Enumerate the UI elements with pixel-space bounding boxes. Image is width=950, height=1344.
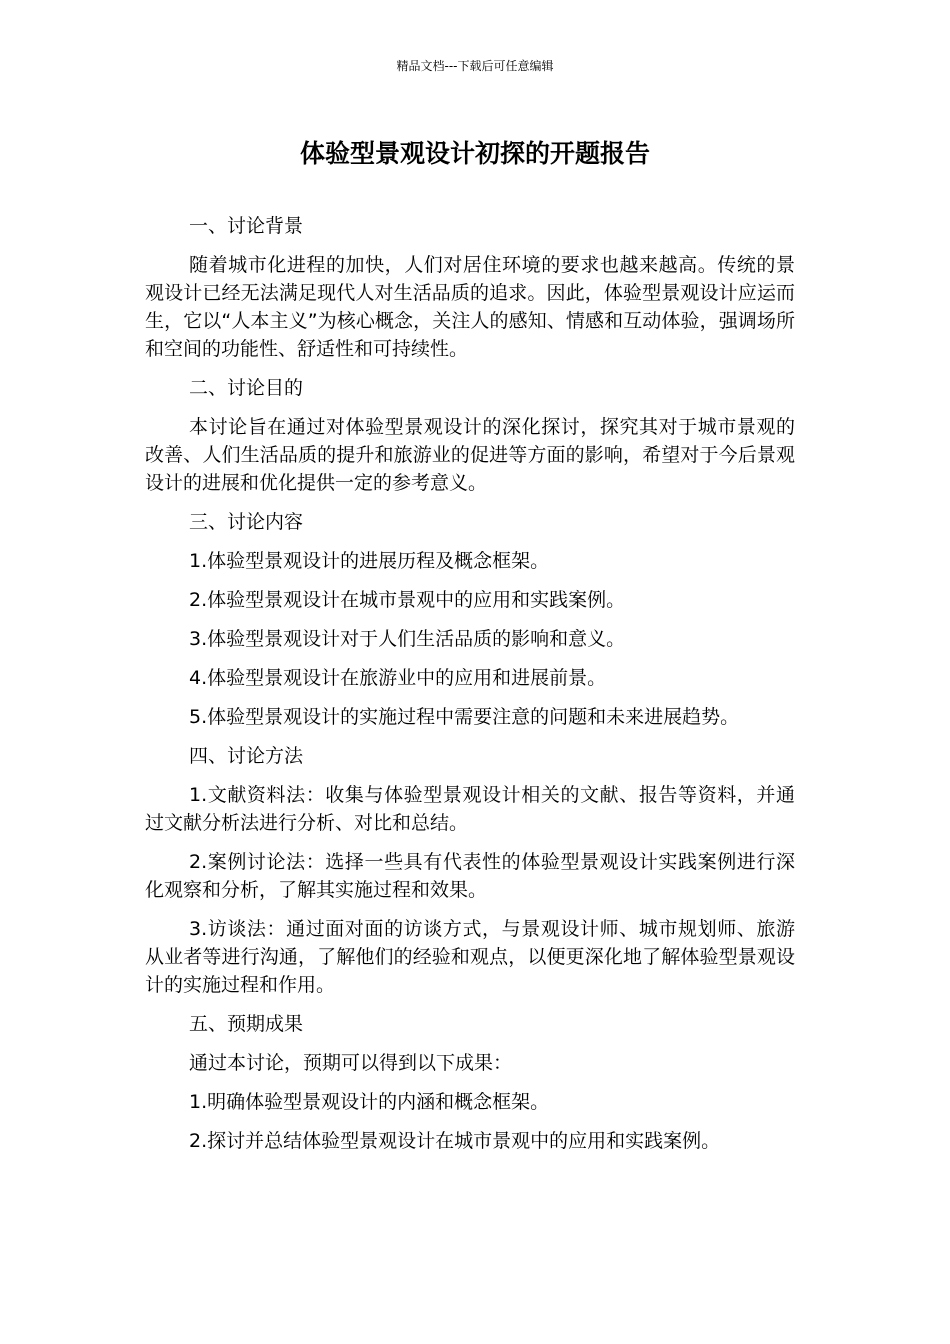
paragraph-purpose: 本讨论旨在通过对体验型景观设计的深化探讨，探究其对于城市景观的改善、人们生活品质的提升和旅游业的促进等方面的影响，希望对于今后景观设计的进展和优化提供一定的参考意义。 [145,416,795,494]
content-item-1: 1.体验型景观设计的进展历程及概念框架。 [189,550,550,572]
content-item-2: 2.体验型景观设计在城市景观中的应用和实践案例。 [189,589,626,611]
section-heading-content: 三、讨论内容 [189,511,304,533]
content-item-5: 5.体验型景观设计的实施过程中需要注意的问题和未来进展趋势。 [189,706,740,728]
outcome-item-2: 2.探讨并总结体验型景观设计在城市景观中的应用和实践案例。 [189,1130,721,1152]
content-item-4: 4.体验型景观设计在旅游业中的应用和进展前景。 [189,667,607,689]
section-heading-purpose: 二、讨论目的 [189,377,304,399]
running-header: 精品文档---下载后可任意编辑 [396,59,554,73]
method-item-2: 2.案例讨论法：选择一些具有代表性的体验型景观设计实践案例进行深化观察和分析，了解其实施过程和效果。 [145,851,795,901]
section-heading-background: 一、讨论背景 [189,215,304,237]
outcome-item-1: 1.明确体验型景观设计的内涵和概念框架。 [189,1091,550,1113]
method-item-3: 3.访谈法：通过面对面的访谈方式，与景观设计师、城市规划师、旅游从业者等进行沟通，了解他们的经验和观点，以便更深化地了解体验型景观设计的实施过程和作用。 [145,918,795,996]
document-body [145,212,795,1166]
content-item-3: 3.体验型景观设计对于人们生活品质的影响和意义。 [189,628,626,650]
document-title: 体验型景观设计初探的开题报告 [299,139,650,168]
section-heading-methods: 四、讨论方法 [189,745,304,767]
paragraph-background: 随着城市化进程的加快，人们对居住环境的要求也越来越高。传统的景观设计已经无法满足现代人对生活品质的追求。因此，体验型景观设计应运而生，它以“人本主义”为核心概念，关注人的感知、情感和互动体验，强调场所和空间的功能性、舒适性和可持续性。 [145,254,795,360]
method-item-1: 1.文献资料法：收集与体验型景观设计相关的文献、报告等资料，并通过文献分析法进行分析、对比和总结。 [145,784,795,834]
outcomes-intro: 通过本讨论，预期可以得到以下成果： [189,1052,513,1074]
section-heading-outcomes: 五、预期成果 [189,1013,304,1035]
